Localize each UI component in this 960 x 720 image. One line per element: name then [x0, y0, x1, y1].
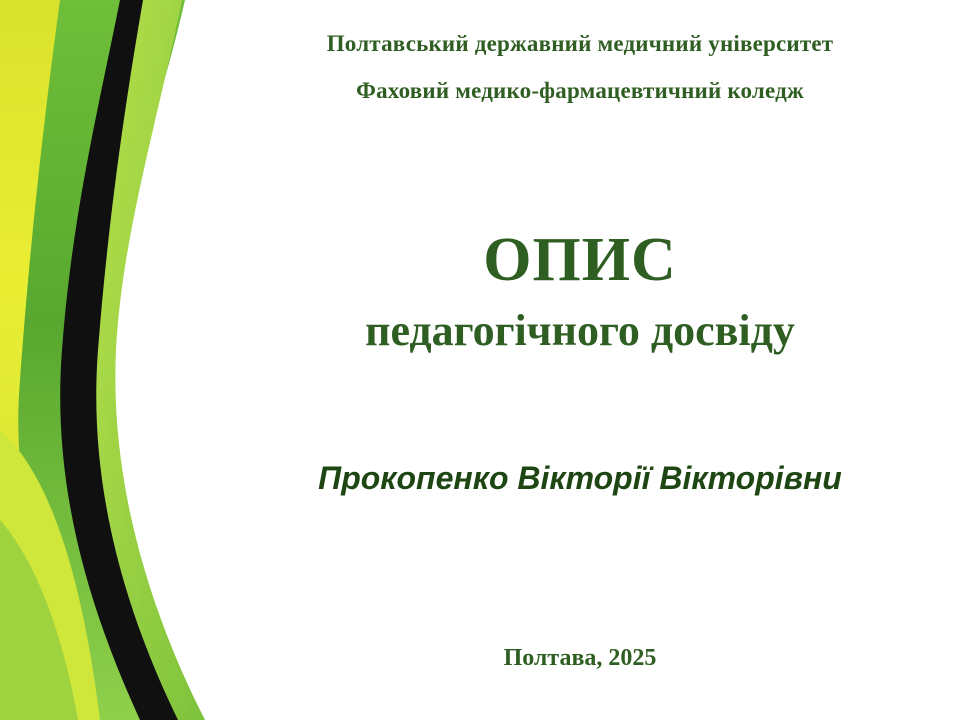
slide-title [200, 228, 960, 355]
footer-block [200, 645, 960, 672]
place-and-year: Полтава, 2025 [503, 645, 657, 671]
institution-header [200, 30, 960, 106]
author-block [200, 460, 960, 497]
slide-content [200, 0, 960, 720]
university-name: Полтавський державний медичний університет [326, 31, 834, 56]
title-main-text: ОПИС [483, 226, 677, 294]
college-name: Фаховий медико-фармацевтичний коледж [356, 77, 804, 103]
author-name: Прокопенко Вікторії Вікторівни [318, 460, 842, 496]
title-subtitle-text: педагогічного досвіду [365, 306, 795, 356]
